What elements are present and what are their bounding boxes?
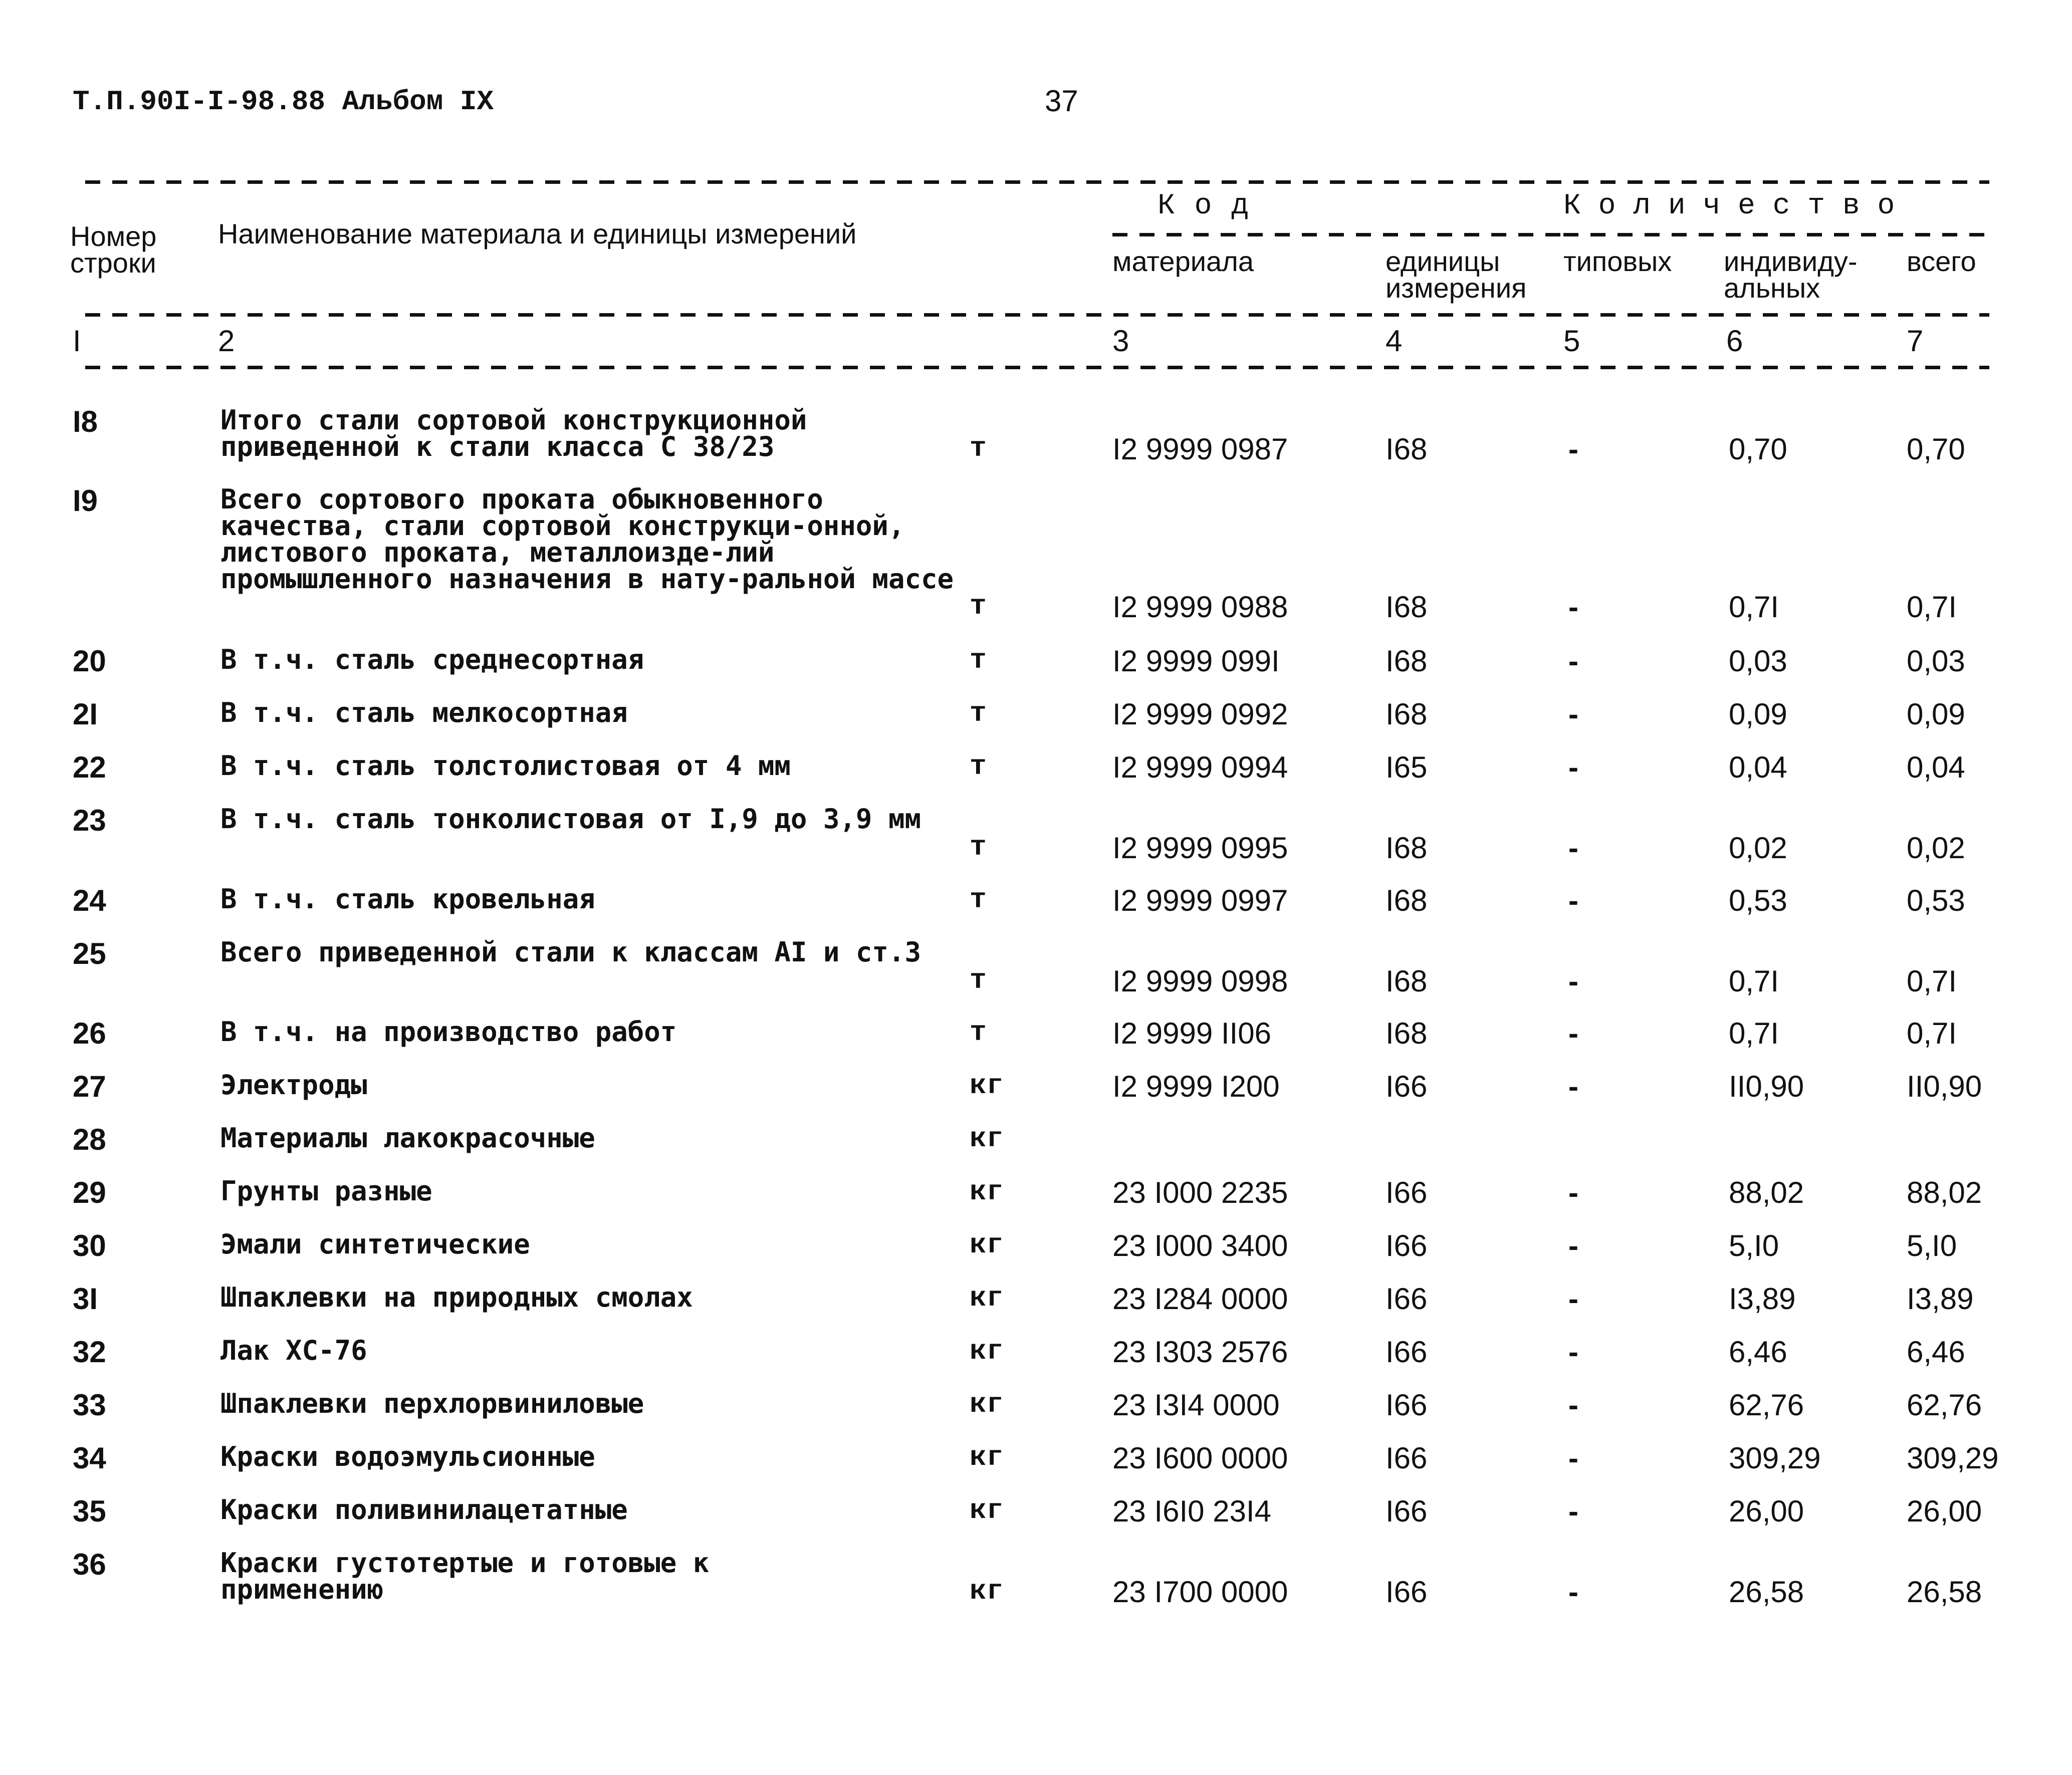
qty-individual: 0,7I <box>1729 964 1779 998</box>
unit-code: I66 <box>1386 1229 1428 1262</box>
material-code: I2 9999 0994 <box>1112 750 1288 784</box>
qty-typical: - <box>1568 884 1578 917</box>
row-number: 3I <box>73 1282 98 1316</box>
unit: кг <box>970 1282 1004 1314</box>
qty-typical: - <box>1568 1575 1578 1609</box>
row-number: 32 <box>73 1335 106 1369</box>
row-number: 35 <box>73 1494 106 1528</box>
unit: кг <box>970 1123 1004 1155</box>
unit: кг <box>970 1388 1004 1420</box>
header-code-group: К о д <box>1158 190 1250 222</box>
unit: т <box>970 964 987 996</box>
material-code: I2 9999 0992 <box>1112 697 1288 731</box>
unit-code: I66 <box>1386 1070 1428 1103</box>
row-number: 30 <box>73 1229 106 1262</box>
unit-code: I68 <box>1386 644 1428 678</box>
qty-individual: II0,90 <box>1729 1070 1804 1103</box>
qty-typical: - <box>1568 644 1578 678</box>
qty-total: 26,58 <box>1907 1575 1982 1609</box>
row-number: 33 <box>73 1388 106 1422</box>
qty-individual: 0,02 <box>1729 831 1787 865</box>
header-qty-individual: индивиду-альных <box>1724 245 1858 304</box>
code-group-rule <box>1112 233 1561 236</box>
qty-typical: - <box>1568 1176 1578 1209</box>
qty-total: 6,46 <box>1907 1335 1965 1369</box>
unit: т <box>970 831 987 863</box>
header-top-rule <box>85 180 1989 184</box>
unit-code: I66 <box>1386 1176 1428 1209</box>
unit: кг <box>970 1575 1004 1607</box>
row-number: 34 <box>73 1441 106 1475</box>
qty-individual: 26,58 <box>1729 1575 1804 1609</box>
material-name: Краски водоэмульсионные <box>220 1441 595 1472</box>
unit: т <box>970 590 987 622</box>
qty-typical: - <box>1568 1282 1578 1316</box>
row-number: 26 <box>73 1017 106 1050</box>
material-code: I2 9999 0988 <box>1112 590 1288 624</box>
qty-typical: - <box>1568 750 1578 784</box>
column-number-3: 3 <box>1112 324 1129 358</box>
qty-total: II0,90 <box>1907 1070 1982 1103</box>
row-number: 22 <box>73 750 106 784</box>
material-name: Краски густотертые и готовые к применению <box>220 1547 710 1605</box>
qty-typical: - <box>1568 1441 1578 1475</box>
qty-typical: - <box>1568 590 1578 624</box>
material-name: Итого стали сортовой конструкционной приведенной к стали класса С 38/23 <box>220 404 807 462</box>
unit: т <box>970 432 987 464</box>
row-number: 27 <box>73 1070 106 1103</box>
material-code: 23 I700 0000 <box>1112 1575 1288 1609</box>
qty-typical: - <box>1568 831 1578 865</box>
qty-total: 0,7I <box>1907 964 1957 998</box>
unit-code: I66 <box>1386 1575 1428 1609</box>
row-number: 20 <box>73 644 106 678</box>
qty-typical: - <box>1568 1070 1578 1103</box>
document-reference: Т.П.90I-I-98.88 Альбом IX <box>73 86 494 118</box>
qty-typical: - <box>1568 1229 1578 1262</box>
qty-total: 0,70 <box>1907 432 1965 466</box>
qty-individual: 0,70 <box>1729 432 1787 466</box>
row-number: 28 <box>73 1123 106 1156</box>
unit-code: I66 <box>1386 1282 1428 1316</box>
qty-total: 0,02 <box>1907 831 1965 865</box>
qty-individual: 0,04 <box>1729 750 1787 784</box>
header-qty-typical: типовых <box>1563 245 1672 277</box>
row-number: 23 <box>73 804 106 837</box>
qty-typical: - <box>1568 432 1578 466</box>
column-number-2: 2 <box>218 324 235 358</box>
material-name: В т.ч. сталь кровельная <box>220 883 595 915</box>
unit-code: I68 <box>1386 432 1428 466</box>
unit: т <box>970 644 987 676</box>
unit-code: I66 <box>1386 1494 1428 1528</box>
qty-typical: - <box>1568 1335 1578 1369</box>
row-number: 25 <box>73 937 106 970</box>
qty-individual: 0,7I <box>1729 590 1779 624</box>
material-name: В т.ч. на производство работ <box>220 1016 677 1048</box>
qty-individual: 62,76 <box>1729 1388 1804 1422</box>
unit: кг <box>970 1176 1004 1208</box>
qty-total: 62,76 <box>1907 1388 1982 1422</box>
header-bottom-rule <box>85 366 1989 369</box>
unit: кг <box>970 1494 1004 1527</box>
qty-typical: - <box>1568 697 1578 731</box>
material-code: I2 9999 099I <box>1112 644 1280 678</box>
qty-individual: 5,I0 <box>1729 1229 1779 1262</box>
material-name: Грунты разные <box>220 1175 432 1207</box>
material-name: В т.ч. сталь тонколистовая от I,9 до 3,9 мм <box>220 803 921 835</box>
material-name: Лак ХС-76 <box>220 1335 367 1366</box>
qty-typical: - <box>1568 1494 1578 1528</box>
unit-code: I68 <box>1386 964 1428 998</box>
material-name: Всего сортового проката обыкновенного качества, стали сортовой конструкци-онной, листового проката, металлоизде-лий промышленного назначения в нату-ральной массе <box>220 483 954 595</box>
material-name: Шпаклевки перхлорвиниловые <box>220 1388 644 1419</box>
unit-code: I68 <box>1386 884 1428 917</box>
header-row-number: Номер строки <box>70 220 157 279</box>
material-name: Всего приведенной стали к классам АI и ст.3 <box>220 936 921 968</box>
unit: т <box>970 884 987 916</box>
qty-total: 26,00 <box>1907 1494 1982 1528</box>
unit: кг <box>970 1335 1004 1367</box>
qty-total: 5,I0 <box>1907 1229 1957 1262</box>
material-code: I2 9999 0998 <box>1112 964 1288 998</box>
qty-total: 0,03 <box>1907 644 1965 678</box>
column-number-7: 7 <box>1907 324 1924 358</box>
material-name: В т.ч. сталь мелкосортная <box>220 697 628 728</box>
qty-total: 0,09 <box>1907 697 1965 731</box>
unit-code: I66 <box>1386 1388 1428 1422</box>
unit: кг <box>970 1229 1004 1261</box>
qty-individual: 0,03 <box>1729 644 1787 678</box>
row-number: 29 <box>73 1176 106 1209</box>
material-code: 23 I600 0000 <box>1112 1441 1288 1475</box>
material-name: В т.ч. сталь толстолистовая от 4 мм <box>220 750 791 782</box>
unit-code: I68 <box>1386 831 1428 865</box>
unit-code: I65 <box>1386 750 1428 784</box>
unit-code: I68 <box>1386 590 1428 624</box>
material-name: Эмали синтетические <box>220 1228 530 1260</box>
material-code: I2 9999 0997 <box>1112 884 1288 917</box>
unit: т <box>970 1017 987 1049</box>
row-number: 24 <box>73 884 106 917</box>
unit-code: I68 <box>1386 1017 1428 1050</box>
material-code: 23 I284 0000 <box>1112 1282 1288 1316</box>
qty-typical: - <box>1568 964 1578 998</box>
material-code: I2 9999 0995 <box>1112 831 1288 865</box>
header-name: Наименование материала и единицы измерений <box>218 218 857 249</box>
header-code-unit: единицы измерения <box>1386 245 1527 304</box>
qty-total: 309,29 <box>1907 1441 1999 1475</box>
material-name: Электроды <box>220 1069 367 1101</box>
unit-code: I68 <box>1386 697 1428 731</box>
row-number: 36 <box>73 1548 106 1581</box>
qty-total: 0,53 <box>1907 884 1965 917</box>
material-code: I2 9999 II06 <box>1112 1017 1271 1050</box>
material-code: I2 9999 I200 <box>1112 1070 1280 1103</box>
material-code: 23 I000 2235 <box>1112 1176 1288 1209</box>
material-code: I2 9999 0987 <box>1112 432 1288 466</box>
row-number: I9 <box>73 484 98 518</box>
material-code: 23 I3I4 0000 <box>1112 1388 1280 1422</box>
qty-individual: 88,02 <box>1729 1176 1804 1209</box>
material-name: Материалы лакокрасочные <box>220 1122 595 1154</box>
column-number-4: 4 <box>1386 324 1403 358</box>
material-name: В т.ч. сталь среднесортная <box>220 644 644 675</box>
qty-individual: 0,09 <box>1729 697 1787 731</box>
unit: кг <box>970 1441 1004 1473</box>
row-number: I8 <box>73 405 98 438</box>
material-name: Шпаклевки на природных смолах <box>220 1282 693 1313</box>
unit-code: I66 <box>1386 1335 1428 1369</box>
qty-total: 0,04 <box>1907 750 1965 784</box>
material-name: Краски поливинилацетатные <box>220 1494 628 1526</box>
material-code: 23 I000 3400 <box>1112 1229 1288 1262</box>
material-code: 23 I6I0 23I4 <box>1112 1494 1271 1528</box>
qty-typical: - <box>1568 1017 1578 1050</box>
unit-code: I66 <box>1386 1441 1428 1475</box>
qty-total: 0,7I <box>1907 590 1957 624</box>
header-mid-rule <box>85 313 1989 317</box>
qty-individual: 0,53 <box>1729 884 1787 917</box>
header-qty-total: всего <box>1907 245 1976 277</box>
header-code-material: материала <box>1112 245 1254 277</box>
qty-group-rule <box>1563 233 1989 236</box>
qty-total: 88,02 <box>1907 1176 1982 1209</box>
qty-total: I3,89 <box>1907 1282 1974 1316</box>
qty-total: 0,7I <box>1907 1017 1957 1050</box>
row-number: 2I <box>73 697 98 731</box>
qty-individual: I3,89 <box>1729 1282 1796 1316</box>
column-number-5: 5 <box>1563 324 1580 358</box>
qty-individual: 0,7I <box>1729 1017 1779 1050</box>
qty-typical: - <box>1568 1388 1578 1422</box>
column-number-1: I <box>73 324 81 358</box>
page-number: 37 <box>1045 84 1078 118</box>
unit: кг <box>970 1070 1004 1102</box>
unit: т <box>970 697 987 729</box>
qty-individual: 26,00 <box>1729 1494 1804 1528</box>
qty-individual: 309,29 <box>1729 1441 1821 1475</box>
header-qty-group: К о л и ч е с т в о <box>1563 190 1895 222</box>
column-number-6: 6 <box>1726 324 1743 358</box>
unit: т <box>970 750 987 783</box>
qty-individual: 6,46 <box>1729 1335 1787 1369</box>
material-code: 23 I303 2576 <box>1112 1335 1288 1369</box>
